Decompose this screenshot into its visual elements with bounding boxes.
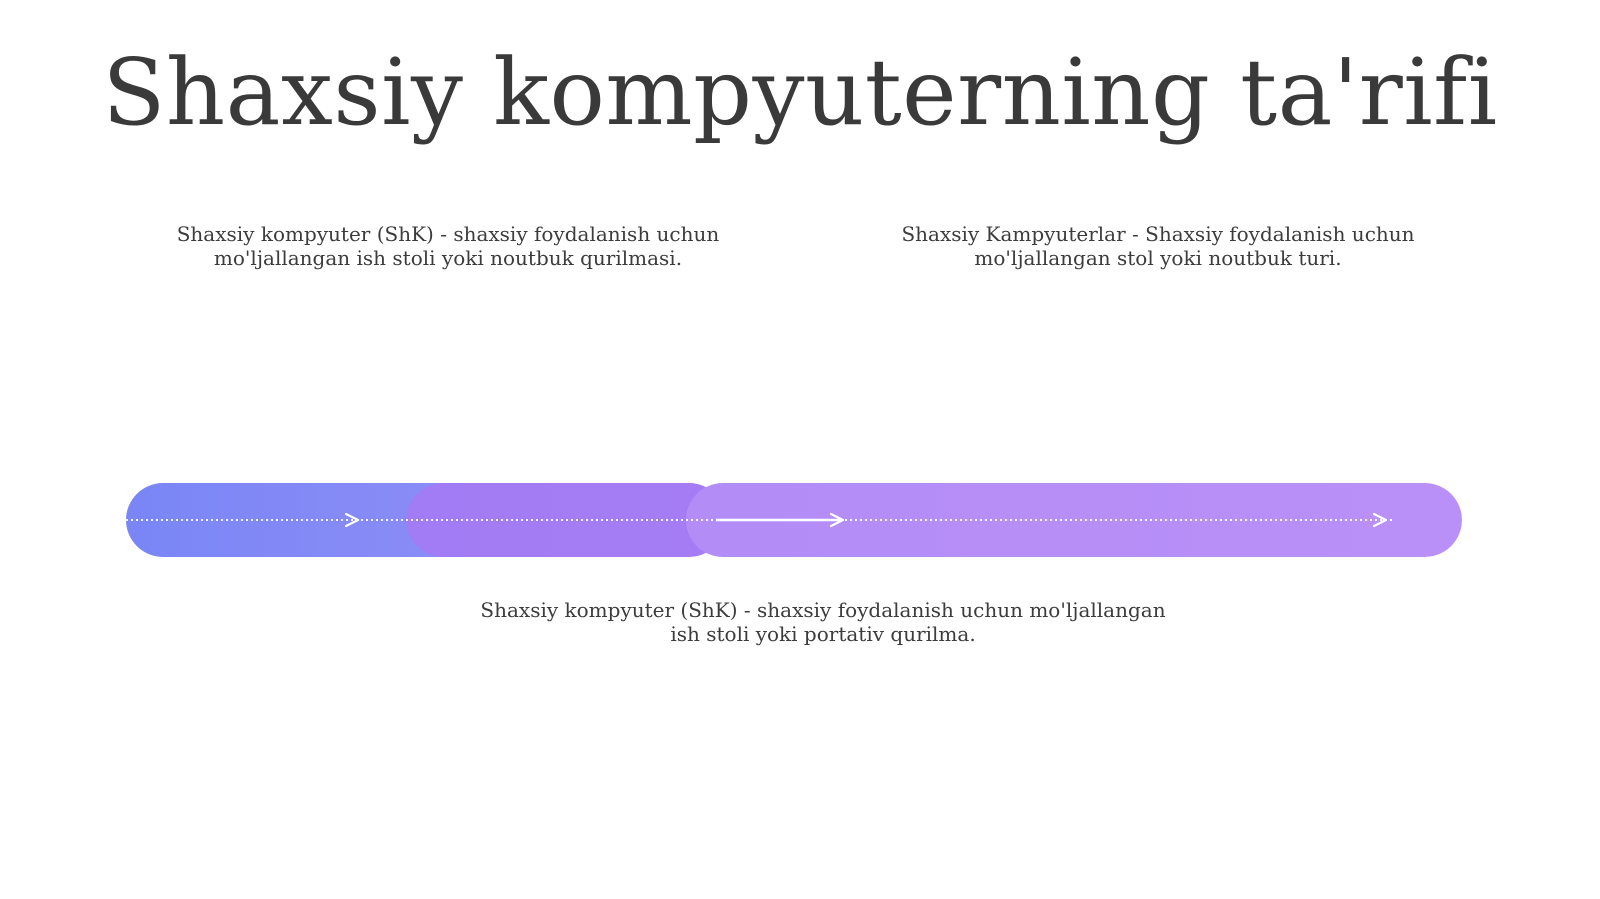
description-bottom: Shaxsiy kompyuter (ShK) - shaxsiy foydalanish uchun mo'ljallangan ish stoli yoki portativ qurilma. [480, 598, 1166, 646]
slide-title: Shaxsiy kompyuterning ta'rifi [102, 39, 1498, 146]
timeline-bar [126, 483, 1462, 557]
description-right: Shaxsiy Kampyuterlar - Shaxsiy foydalanish uchun mo'ljallangan stol yoki noutbuk turi. [901, 222, 1415, 270]
timeline-graphic [126, 483, 1462, 557]
description-left: Shaxsiy kompyuter (ShK) - shaxsiy foydalanish uchun mo'ljallangan ish stoli yoki noutbuk qurilmasi. [176, 222, 720, 270]
